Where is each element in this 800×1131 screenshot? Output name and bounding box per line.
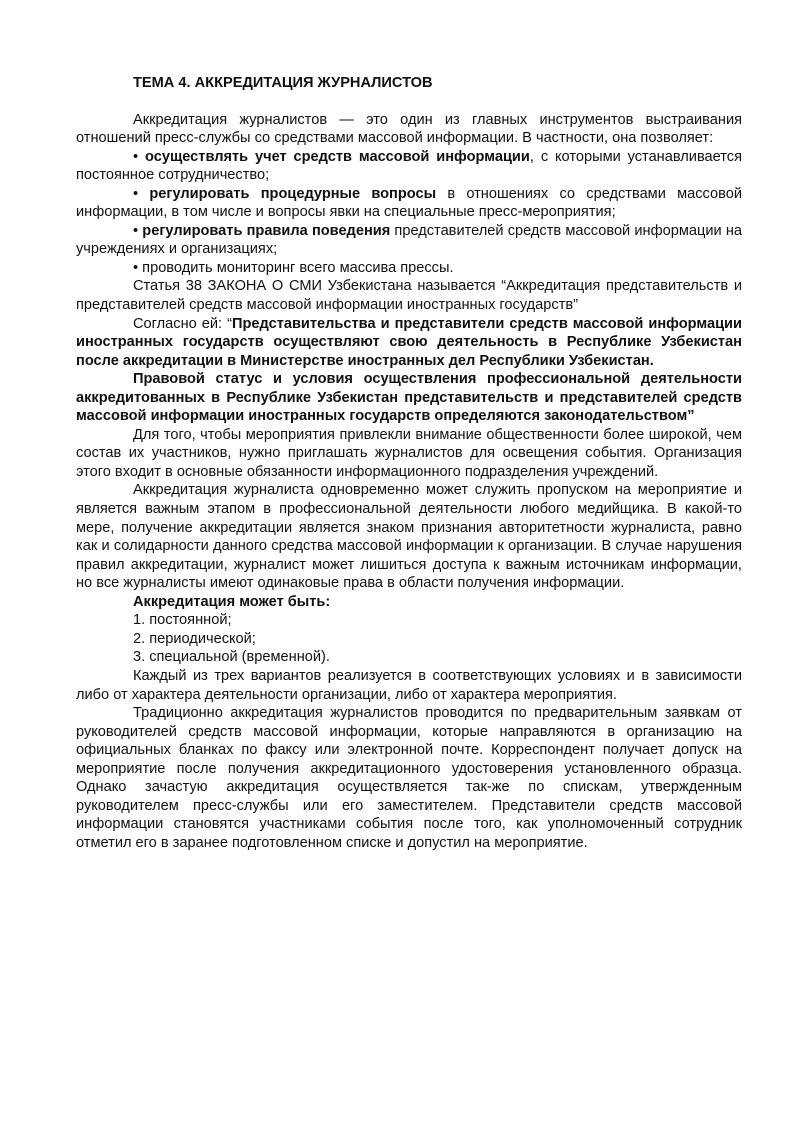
traditional-paragraph: Традиционно аккредитация журналистов проводится по предварительным заявкам от руководителей средств массовой информации, которые направляются в организацию на официальных бланках по факсу или электронной почте. Корреспондент получает допуск на мероприятие после получения аккредитационного удостоверения установленного образца. Однако зачастую аккредитация осуществляется так-же по спискам, утвержденным руководителем пресс-службы или его заместителем. Представители средств массовой информации становятся участниками события после того, как уполномоченный сотрудник отметил его в заранее подготовленном списке и допустил на мероприятие.	[76, 705, 742, 851]
bullet-marker: •	[133, 222, 143, 239]
bullet-marker: •	[133, 259, 143, 276]
bullet-text: представителей средств массовой информации на учреждениях и организациях;	[76, 222, 743, 258]
bullet-text: проводить мониторинг всего массива прессы.	[142, 259, 454, 276]
types-heading-text: Аккредитация может быть:	[133, 593, 331, 610]
quote-paragraph	[76, 315, 742, 371]
quote-prefix: Согласно ей: “	[133, 315, 232, 332]
bullet-item	[76, 259, 742, 278]
bullet-bold-text: регулировать правила поведения	[142, 222, 391, 239]
pass-paragraph: Аккредитация журналиста одновременно может служить пропуском на мероприятие и является важным этапом в профессиональной деятельности любого медийщика. В какой-то мере, получение аккредитации является знаком признания авторитетности журналиста, равно как и солидарности данного средства массовой информации к организации. В случае нарушения правил аккредитации, журналист может лишиться доступа к важным источникам информации, но все журналисты имеют одинаковые права в области получения информации.	[76, 482, 742, 592]
bullet-marker: •	[133, 185, 150, 202]
bullet-bold-text: регулировать процедурные вопросы	[149, 185, 437, 202]
quote-paragraph-2	[76, 370, 742, 426]
document-title: ТЕМА 4. АККРЕДИТАЦИЯ ЖУРНАЛИСТОВ	[133, 75, 433, 91]
intro-paragraph: Аккредитация журналистов — это один из главных инструментов выстраивания отношений пресс-службы со средствами массовой информации. В частности, она позволяет:	[76, 111, 742, 147]
document-page	[76, 74, 742, 852]
bullet-item	[76, 148, 742, 185]
article-paragraph: Статья 38 ЗАКОНА О СМИ Узбекистана называется “Аккредитация представительств и представителей средств массовой информации иностранных государств”	[76, 278, 742, 314]
variants-paragraph: Каждый из трех вариантов реализуется в соответствующих условиях и в зависимости либо от характера деятельности организации, либо от характера мероприятия.	[76, 667, 742, 703]
bullet-text: , с которыми устанавливается постоянное сотрудничество;	[76, 148, 743, 184]
bullet-text: в отношениях со средствами массовой информации, в том числе и вопросы явки на специальные пресс-мероприятия;	[76, 185, 742, 221]
types-list-item: 2. периодической;	[133, 630, 256, 647]
quote-bold-text-2: Правовой статус и условия осуществления профессиональной деятельности аккредитованных в Республике Узбекистан представительств и представителей средств массовой информации иностранных государств определяются законодательством”	[76, 371, 742, 425]
bullet-item	[76, 185, 742, 222]
types-list-item: 1. постоянной;	[133, 612, 232, 629]
types-list-item: 3. специальной (временной).	[133, 649, 330, 666]
bullet-marker: •	[133, 148, 145, 165]
bullet-item	[76, 222, 742, 259]
types-heading	[76, 593, 742, 612]
bullet-bold-text: осуществлять учет средств массовой информации	[144, 148, 530, 165]
events-paragraph: Для того, чтобы мероприятия привлекли внимание общественности более широкой, чем состав их участников, нужно приглашать журналистов для освещения события. Организация этого входит в основные обязанности информационного подразделения учреждений.	[76, 426, 742, 480]
quote-bold-text: Представительства и представители средств массовой информации иностранных государств осуществляют свою деятельность в Республике Узбекистан после аккредитации в Министерстве иностранных дел Республики Узбекистан.	[76, 315, 742, 369]
